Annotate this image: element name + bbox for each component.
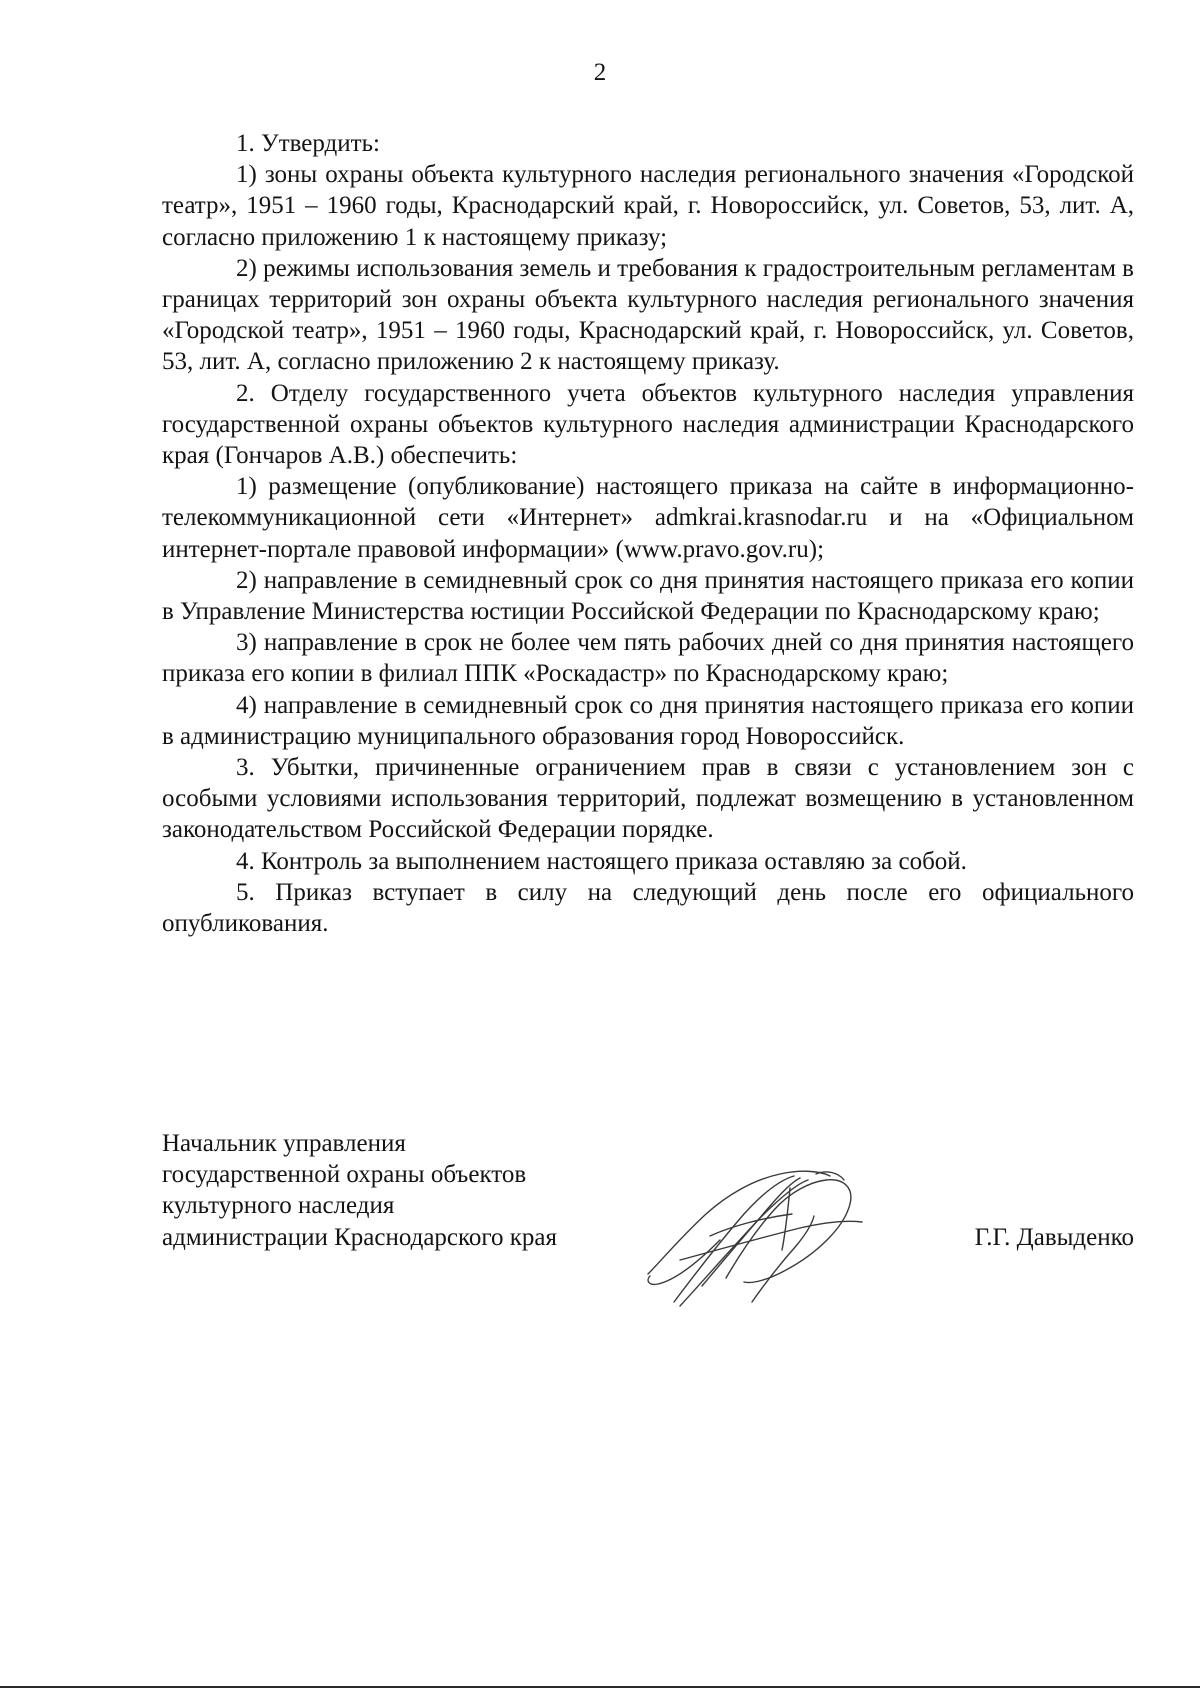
- page-number: 2: [593, 59, 607, 86]
- paragraph-effective-date: 5. Приказ вступает в силу на следующий день после его официального опубликования.: [162, 878, 1134, 938]
- paragraph-instruction-item-1: 1) размещение (опубликование) настоящего приказа на сайте в информационно-телекоммуникационной сети «Интернет» admkrai.krasnodar.ru и на «Официальном интернет-портале правовой информации» (www.pravo.gov.ru);: [162, 473, 1134, 563]
- paragraph-approve-item-2: 2) режимы использования земель и требования к градостроительным регламентам в границах территорий зон охраны объекта культурного наследия регионального значения «Городской театр», 1951 – 1960 годы, Краснодарский край, г. Новороссийск, ул. Советов, 53, лит. А, согласно приложению 2 к настоящему приказу.: [162, 254, 1134, 376]
- signatory-name: Г.Г. Давыденко: [974, 1224, 1134, 1251]
- signatory-position-line: культурного наследия: [162, 1192, 395, 1220]
- signatory-position-line: Начальник управления: [162, 1130, 406, 1157]
- paragraph-approve-item-1: 1) зоны охраны объекта культурного наследия регионального значения «Городской театр», 1951 – 1960 годы, Краснодарский край, г. Новороссийск, ул. Советов, 53, лит. А, согласно приложению 1 к настоящему приказу;: [162, 161, 1134, 251]
- signature-block: [162, 1128, 1134, 1328]
- document-body: [162, 128, 1134, 939]
- paragraph-approve-heading: 1. Утвердить:: [236, 130, 380, 157]
- bottom-divider: [0, 1686, 1200, 1688]
- paragraph-control: 4. Контроль за выполнением настоящего приказа оставляю за собой.: [236, 847, 967, 875]
- signatory-position-line: государственной охраны объектов: [162, 1161, 527, 1189]
- paragraph-instruction-item-3: 3) направление в срок не более чем пять рабочих дней со дня принятия настоящего приказа его копии в филиал ППК «Роскадастр» по Краснодарскому краю;: [162, 629, 1134, 688]
- signatory-position-line: администрации Краснодарского края: [162, 1223, 558, 1251]
- paragraph-losses: 3. Убытки, причиненные ограничением прав в связи с установлением зон с особыми условиями использования территорий, подлежат возмещению в установленном законодательством Российской Федерации порядке.: [162, 754, 1134, 844]
- paragraph-department-instruction: 2. Отделу государственного учета объектов культурного наследия управления государственной охраны объектов культурного наследия администрации Краснодарского края (Гончаров А.В.) обеспечить:: [162, 379, 1134, 470]
- paragraph-instruction-item-4: 4) направление в семидневный срок со дня принятия настоящего приказа его копии в администрацию муниципального образования город Новороссийск.: [162, 691, 1134, 750]
- handwritten-signature-icon: [640, 1166, 890, 1312]
- paragraph-instruction-item-2: 2) направление в семидневный срок со дня принятия настоящего приказа его копии в Управление Министерства юстиции Российской Федерации по Краснодарскому краю;: [162, 566, 1134, 626]
- signatory-position: [162, 1128, 622, 1253]
